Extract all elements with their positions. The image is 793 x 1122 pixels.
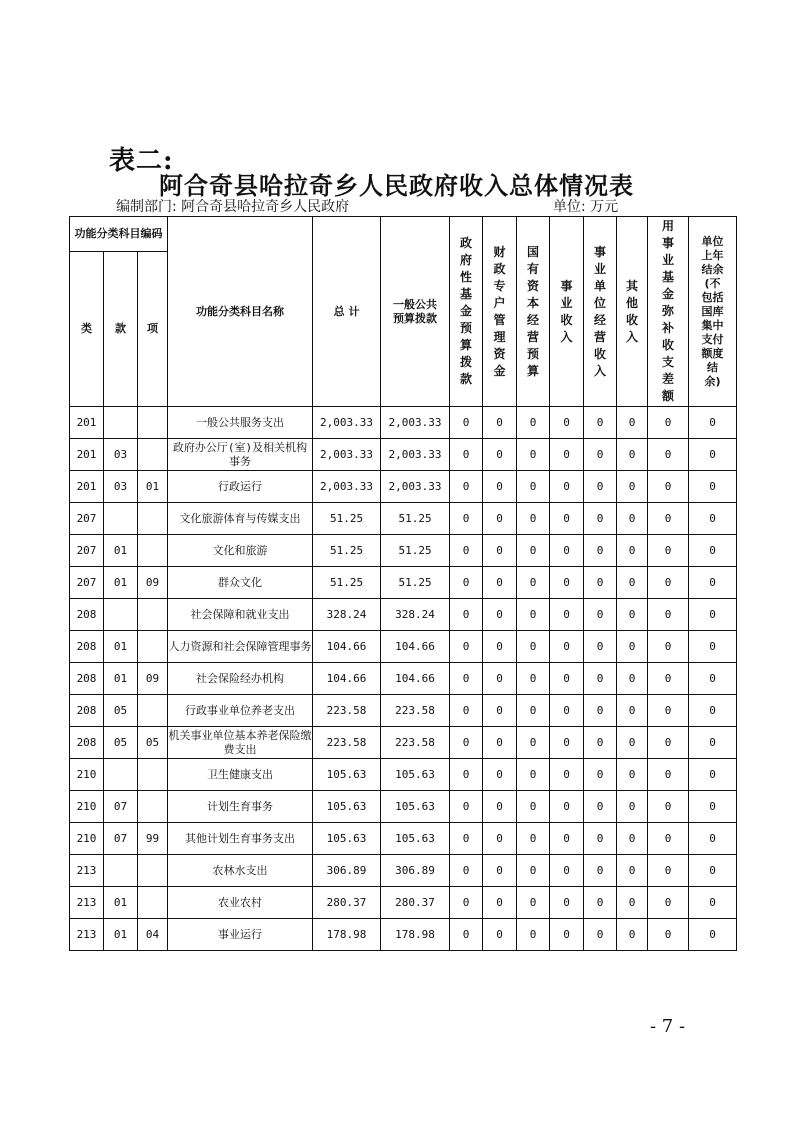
cell-c6: 0 <box>617 663 648 695</box>
cell-kuan: 01 <box>104 663 138 695</box>
cell-lei: 208 <box>70 599 104 631</box>
cell-kuan: 01 <box>104 887 138 919</box>
cell-c8: 0 <box>689 887 737 919</box>
cell-name: 社会保险经办机构 <box>168 663 313 695</box>
cell-general: 51.25 <box>381 503 450 535</box>
cell-kuan <box>104 503 138 535</box>
header-xiang: 项 <box>138 252 168 407</box>
cell-c6: 0 <box>617 631 648 663</box>
cell-c5: 0 <box>584 439 617 471</box>
cell-kuan <box>104 855 138 887</box>
cell-c2: 0 <box>483 759 517 791</box>
cell-total: 2,003.33 <box>313 471 381 503</box>
cell-c8: 0 <box>689 567 737 599</box>
cell-c7: 0 <box>648 407 689 439</box>
cell-xiang <box>138 503 168 535</box>
cell-c8: 0 <box>689 631 737 663</box>
cell-kuan: 01 <box>104 631 138 663</box>
cell-c3: 0 <box>517 887 550 919</box>
cell-xiang <box>138 791 168 823</box>
cell-c2: 0 <box>483 727 517 759</box>
cell-c8: 0 <box>689 503 737 535</box>
cell-c8: 0 <box>689 535 737 567</box>
cell-c3: 0 <box>517 631 550 663</box>
cell-kuan: 03 <box>104 471 138 503</box>
cell-c5: 0 <box>584 919 617 951</box>
cell-kuan: 07 <box>104 791 138 823</box>
cell-c4: 0 <box>550 471 584 503</box>
cell-general: 223.58 <box>381 695 450 727</box>
cell-kuan: 05 <box>104 727 138 759</box>
cell-c8: 0 <box>689 727 737 759</box>
cell-c6: 0 <box>617 727 648 759</box>
cell-c4: 0 <box>550 439 584 471</box>
cell-total: 280.37 <box>313 887 381 919</box>
cell-c4: 0 <box>550 663 584 695</box>
cell-c7: 0 <box>648 663 689 695</box>
cell-c3: 0 <box>517 791 550 823</box>
header-special <box>483 217 517 407</box>
cell-c8: 0 <box>689 919 737 951</box>
cell-general: 280.37 <box>381 887 450 919</box>
cell-c7: 0 <box>648 695 689 727</box>
cell-xiang: 09 <box>138 663 168 695</box>
cell-kuan: 03 <box>104 439 138 471</box>
cell-kuan: 01 <box>104 919 138 951</box>
cell-c3: 0 <box>517 439 550 471</box>
cell-c4: 0 <box>550 855 584 887</box>
header-kuan: 款 <box>104 252 138 407</box>
header-other-text: 其他收入 <box>626 278 639 344</box>
cell-c8: 0 <box>689 855 737 887</box>
cell-total: 105.63 <box>313 759 381 791</box>
cell-c5: 0 <box>584 855 617 887</box>
header-fund-text: 政府性基金预算拨款 <box>460 236 473 386</box>
cell-kuan <box>104 759 138 791</box>
header-reserve-text: 用事业基金弥补收支差额 <box>662 219 675 403</box>
cell-lei: 213 <box>70 887 104 919</box>
table-label: 表二: <box>109 146 174 176</box>
cell-lei: 201 <box>70 439 104 471</box>
cell-c2: 0 <box>483 823 517 855</box>
cell-xiang: 09 <box>138 567 168 599</box>
page-title: 阿合奇县哈拉奇乡人民政府收入总体情况表 <box>159 171 634 200</box>
cell-c7: 0 <box>648 791 689 823</box>
cell-c7: 0 <box>648 919 689 951</box>
table-row <box>70 759 737 791</box>
cell-name: 行政运行 <box>168 471 313 503</box>
cell-c1: 0 <box>450 759 483 791</box>
cell-c1: 0 <box>450 407 483 439</box>
cell-c8: 0 <box>689 759 737 791</box>
cell-xiang <box>138 759 168 791</box>
cell-c7: 0 <box>648 759 689 791</box>
cell-lei: 208 <box>70 727 104 759</box>
cell-c3: 0 <box>517 535 550 567</box>
cell-c1: 0 <box>450 439 483 471</box>
cell-c2: 0 <box>483 439 517 471</box>
cell-name: 文化旅游体育与传媒支出 <box>168 503 313 535</box>
table-body <box>70 407 737 951</box>
cell-xiang <box>138 599 168 631</box>
cell-c5: 0 <box>584 503 617 535</box>
cell-c6: 0 <box>617 535 648 567</box>
table-row <box>70 855 737 887</box>
cell-c6: 0 <box>617 823 648 855</box>
cell-general: 105.63 <box>381 791 450 823</box>
cell-c7: 0 <box>648 727 689 759</box>
table-row <box>70 535 737 567</box>
cell-c4: 0 <box>550 695 584 727</box>
cell-c7: 0 <box>648 503 689 535</box>
cell-c2: 0 <box>483 599 517 631</box>
header-business <box>550 217 584 407</box>
header-other <box>617 217 648 407</box>
cell-general: 104.66 <box>381 663 450 695</box>
cell-xiang: 99 <box>138 823 168 855</box>
header-name: 功能分类科目名称 <box>168 217 313 407</box>
cell-lei: 210 <box>70 823 104 855</box>
header-fund <box>450 217 483 407</box>
cell-c5: 0 <box>584 663 617 695</box>
cell-lei: 213 <box>70 855 104 887</box>
cell-lei: 207 <box>70 567 104 599</box>
cell-c6: 0 <box>617 919 648 951</box>
cell-c7: 0 <box>648 631 689 663</box>
table-row <box>70 439 737 471</box>
cell-lei: 207 <box>70 503 104 535</box>
cell-c8: 0 <box>689 407 737 439</box>
cell-c4: 0 <box>550 919 584 951</box>
cell-c7: 0 <box>648 535 689 567</box>
cell-c7: 0 <box>648 471 689 503</box>
cell-xiang <box>138 439 168 471</box>
cell-c3: 0 <box>517 567 550 599</box>
cell-general: 2,003.33 <box>381 439 450 471</box>
cell-c8: 0 <box>689 663 737 695</box>
cell-general: 51.25 <box>381 567 450 599</box>
cell-lei: 210 <box>70 791 104 823</box>
header-reserve <box>648 217 689 407</box>
cell-c3: 0 <box>517 823 550 855</box>
cell-c5: 0 <box>584 727 617 759</box>
cell-lei: 207 <box>70 535 104 567</box>
cell-xiang <box>138 695 168 727</box>
cell-c8: 0 <box>689 439 737 471</box>
cell-c2: 0 <box>483 887 517 919</box>
cell-total: 328.24 <box>313 599 381 631</box>
cell-c6: 0 <box>617 503 648 535</box>
cell-c1: 0 <box>450 791 483 823</box>
cell-c2: 0 <box>483 567 517 599</box>
cell-c1: 0 <box>450 535 483 567</box>
cell-c2: 0 <box>483 919 517 951</box>
cell-c7: 0 <box>648 567 689 599</box>
table-row <box>70 823 737 855</box>
cell-general: 105.63 <box>381 759 450 791</box>
unit-label: 单位: 万元 <box>553 199 619 215</box>
cell-c3: 0 <box>517 919 550 951</box>
cell-c3: 0 <box>517 727 550 759</box>
cell-c3: 0 <box>517 759 550 791</box>
cell-c4: 0 <box>550 727 584 759</box>
cell-c1: 0 <box>450 631 483 663</box>
cell-c2: 0 <box>483 407 517 439</box>
header-code-group: 功能分类科目编码 <box>70 217 168 252</box>
header-general-text: 一般公共预算拨款 <box>393 297 438 325</box>
cell-c3: 0 <box>517 663 550 695</box>
cell-c8: 0 <box>689 599 737 631</box>
cell-lei: 208 <box>70 695 104 727</box>
cell-c4: 0 <box>550 887 584 919</box>
table-row <box>70 503 737 535</box>
cell-c4: 0 <box>550 823 584 855</box>
cell-c8: 0 <box>689 695 737 727</box>
cell-name: 政府办公厅(室)及相关机构事务 <box>168 439 313 471</box>
cell-kuan: 01 <box>104 567 138 599</box>
table-row <box>70 599 737 631</box>
cell-xiang <box>138 631 168 663</box>
cell-c7: 0 <box>648 855 689 887</box>
cell-name: 卫生健康支出 <box>168 759 313 791</box>
cell-c7: 0 <box>648 823 689 855</box>
cell-xiang <box>138 887 168 919</box>
header-special-text: 财政专户管理资金 <box>493 244 506 378</box>
cell-kuan: 01 <box>104 535 138 567</box>
cell-c1: 0 <box>450 695 483 727</box>
cell-c5: 0 <box>584 599 617 631</box>
cell-c4: 0 <box>550 535 584 567</box>
cell-total: 223.58 <box>313 727 381 759</box>
table-row <box>70 471 737 503</box>
page-number: - 7 - <box>650 1016 686 1037</box>
cell-c5: 0 <box>584 567 617 599</box>
table-row <box>70 887 737 919</box>
cell-c1: 0 <box>450 503 483 535</box>
header-carry-text: 单位上年结余(不包括国库集中支付额度结余) <box>701 234 724 388</box>
cell-c3: 0 <box>517 599 550 631</box>
cell-general: 328.24 <box>381 599 450 631</box>
cell-total: 51.25 <box>313 567 381 599</box>
cell-total: 2,003.33 <box>313 407 381 439</box>
cell-c6: 0 <box>617 759 648 791</box>
cell-c2: 0 <box>483 663 517 695</box>
cell-c4: 0 <box>550 759 584 791</box>
cell-c1: 0 <box>450 727 483 759</box>
cell-c4: 0 <box>550 599 584 631</box>
cell-c5: 0 <box>584 759 617 791</box>
cell-c1: 0 <box>450 823 483 855</box>
cell-c7: 0 <box>648 599 689 631</box>
cell-c6: 0 <box>617 471 648 503</box>
cell-c2: 0 <box>483 471 517 503</box>
cell-name: 行政事业单位养老支出 <box>168 695 313 727</box>
cell-name: 农林水支出 <box>168 855 313 887</box>
header-lei: 类 <box>70 252 104 407</box>
cell-c2: 0 <box>483 855 517 887</box>
cell-c3: 0 <box>517 855 550 887</box>
header-total: 总 计 <box>313 217 381 407</box>
cell-c5: 0 <box>584 407 617 439</box>
cell-c5: 0 <box>584 535 617 567</box>
cell-kuan <box>104 407 138 439</box>
cell-total: 104.66 <box>313 631 381 663</box>
cell-general: 223.58 <box>381 727 450 759</box>
cell-c2: 0 <box>483 791 517 823</box>
table-row <box>70 407 737 439</box>
cell-c3: 0 <box>517 471 550 503</box>
cell-c8: 0 <box>689 471 737 503</box>
cell-name: 计划生育事务 <box>168 791 313 823</box>
cell-c8: 0 <box>689 791 737 823</box>
cell-lei: 210 <box>70 759 104 791</box>
cell-c4: 0 <box>550 791 584 823</box>
income-table <box>69 216 737 951</box>
cell-total: 51.25 <box>313 503 381 535</box>
cell-total: 105.63 <box>313 791 381 823</box>
cell-c7: 0 <box>648 439 689 471</box>
table-row <box>70 791 737 823</box>
cell-c5: 0 <box>584 887 617 919</box>
cell-c2: 0 <box>483 631 517 663</box>
cell-c1: 0 <box>450 599 483 631</box>
table-row <box>70 663 737 695</box>
table-row <box>70 695 737 727</box>
cell-c3: 0 <box>517 695 550 727</box>
cell-c2: 0 <box>483 535 517 567</box>
cell-c5: 0 <box>584 791 617 823</box>
cell-name: 社会保障和就业支出 <box>168 599 313 631</box>
header-unit-op-text: 事业单位经营收入 <box>594 244 607 378</box>
cell-c2: 0 <box>483 503 517 535</box>
cell-xiang: 01 <box>138 471 168 503</box>
cell-kuan: 05 <box>104 695 138 727</box>
cell-general: 2,003.33 <box>381 407 450 439</box>
cell-general: 178.98 <box>381 919 450 951</box>
cell-c5: 0 <box>584 471 617 503</box>
cell-name: 机关事业单位基本养老保险缴费支出 <box>168 727 313 759</box>
cell-c6: 0 <box>617 791 648 823</box>
cell-name: 事业运行 <box>168 919 313 951</box>
cell-lei: 213 <box>70 919 104 951</box>
cell-c1: 0 <box>450 887 483 919</box>
department-label: 编制部门: 阿合奇县哈拉奇乡人民政府 <box>116 199 350 215</box>
cell-name: 农业农村 <box>168 887 313 919</box>
cell-general: 306.89 <box>381 855 450 887</box>
cell-c4: 0 <box>550 407 584 439</box>
cell-c3: 0 <box>517 407 550 439</box>
cell-c6: 0 <box>617 407 648 439</box>
cell-c1: 0 <box>450 567 483 599</box>
cell-c5: 0 <box>584 631 617 663</box>
cell-xiang <box>138 535 168 567</box>
cell-c7: 0 <box>648 887 689 919</box>
cell-name: 其他计划生育事务支出 <box>168 823 313 855</box>
cell-lei: 208 <box>70 663 104 695</box>
cell-general: 51.25 <box>381 535 450 567</box>
cell-lei: 201 <box>70 471 104 503</box>
header-state <box>517 217 550 407</box>
cell-c6: 0 <box>617 439 648 471</box>
cell-c1: 0 <box>450 919 483 951</box>
cell-c4: 0 <box>550 567 584 599</box>
cell-xiang <box>138 407 168 439</box>
cell-xiang: 05 <box>138 727 168 759</box>
cell-name: 一般公共服务支出 <box>168 407 313 439</box>
cell-total: 105.63 <box>313 823 381 855</box>
header-unit-op <box>584 217 617 407</box>
cell-total: 178.98 <box>313 919 381 951</box>
cell-c1: 0 <box>450 855 483 887</box>
cell-name: 文化和旅游 <box>168 535 313 567</box>
cell-c8: 0 <box>689 823 737 855</box>
cell-c6: 0 <box>617 855 648 887</box>
cell-lei: 201 <box>70 407 104 439</box>
table-row <box>70 631 737 663</box>
cell-total: 2,003.33 <box>313 439 381 471</box>
cell-total: 306.89 <box>313 855 381 887</box>
header-state-text: 国有资本经营预算 <box>527 244 540 378</box>
cell-xiang <box>138 855 168 887</box>
cell-c2: 0 <box>483 695 517 727</box>
cell-c1: 0 <box>450 471 483 503</box>
cell-c5: 0 <box>584 823 617 855</box>
cell-total: 104.66 <box>313 663 381 695</box>
cell-kuan <box>104 599 138 631</box>
cell-c4: 0 <box>550 631 584 663</box>
cell-general: 104.66 <box>381 631 450 663</box>
cell-kuan: 07 <box>104 823 138 855</box>
header-general <box>381 217 450 407</box>
cell-total: 223.58 <box>313 695 381 727</box>
cell-c6: 0 <box>617 567 648 599</box>
cell-c1: 0 <box>450 663 483 695</box>
cell-name: 群众文化 <box>168 567 313 599</box>
cell-c6: 0 <box>617 695 648 727</box>
table-row <box>70 919 737 951</box>
cell-c3: 0 <box>517 503 550 535</box>
cell-name: 人力资源和社会保障管理事务 <box>168 631 313 663</box>
header-carry <box>689 217 737 407</box>
cell-xiang: 04 <box>138 919 168 951</box>
cell-c4: 0 <box>550 503 584 535</box>
header-business-text: 事业收入 <box>560 278 573 344</box>
cell-c5: 0 <box>584 695 617 727</box>
cell-total: 51.25 <box>313 535 381 567</box>
table-row <box>70 727 737 759</box>
cell-general: 2,003.33 <box>381 471 450 503</box>
table-row <box>70 567 737 599</box>
cell-c6: 0 <box>617 599 648 631</box>
cell-general: 105.63 <box>381 823 450 855</box>
cell-lei: 208 <box>70 631 104 663</box>
cell-c6: 0 <box>617 887 648 919</box>
